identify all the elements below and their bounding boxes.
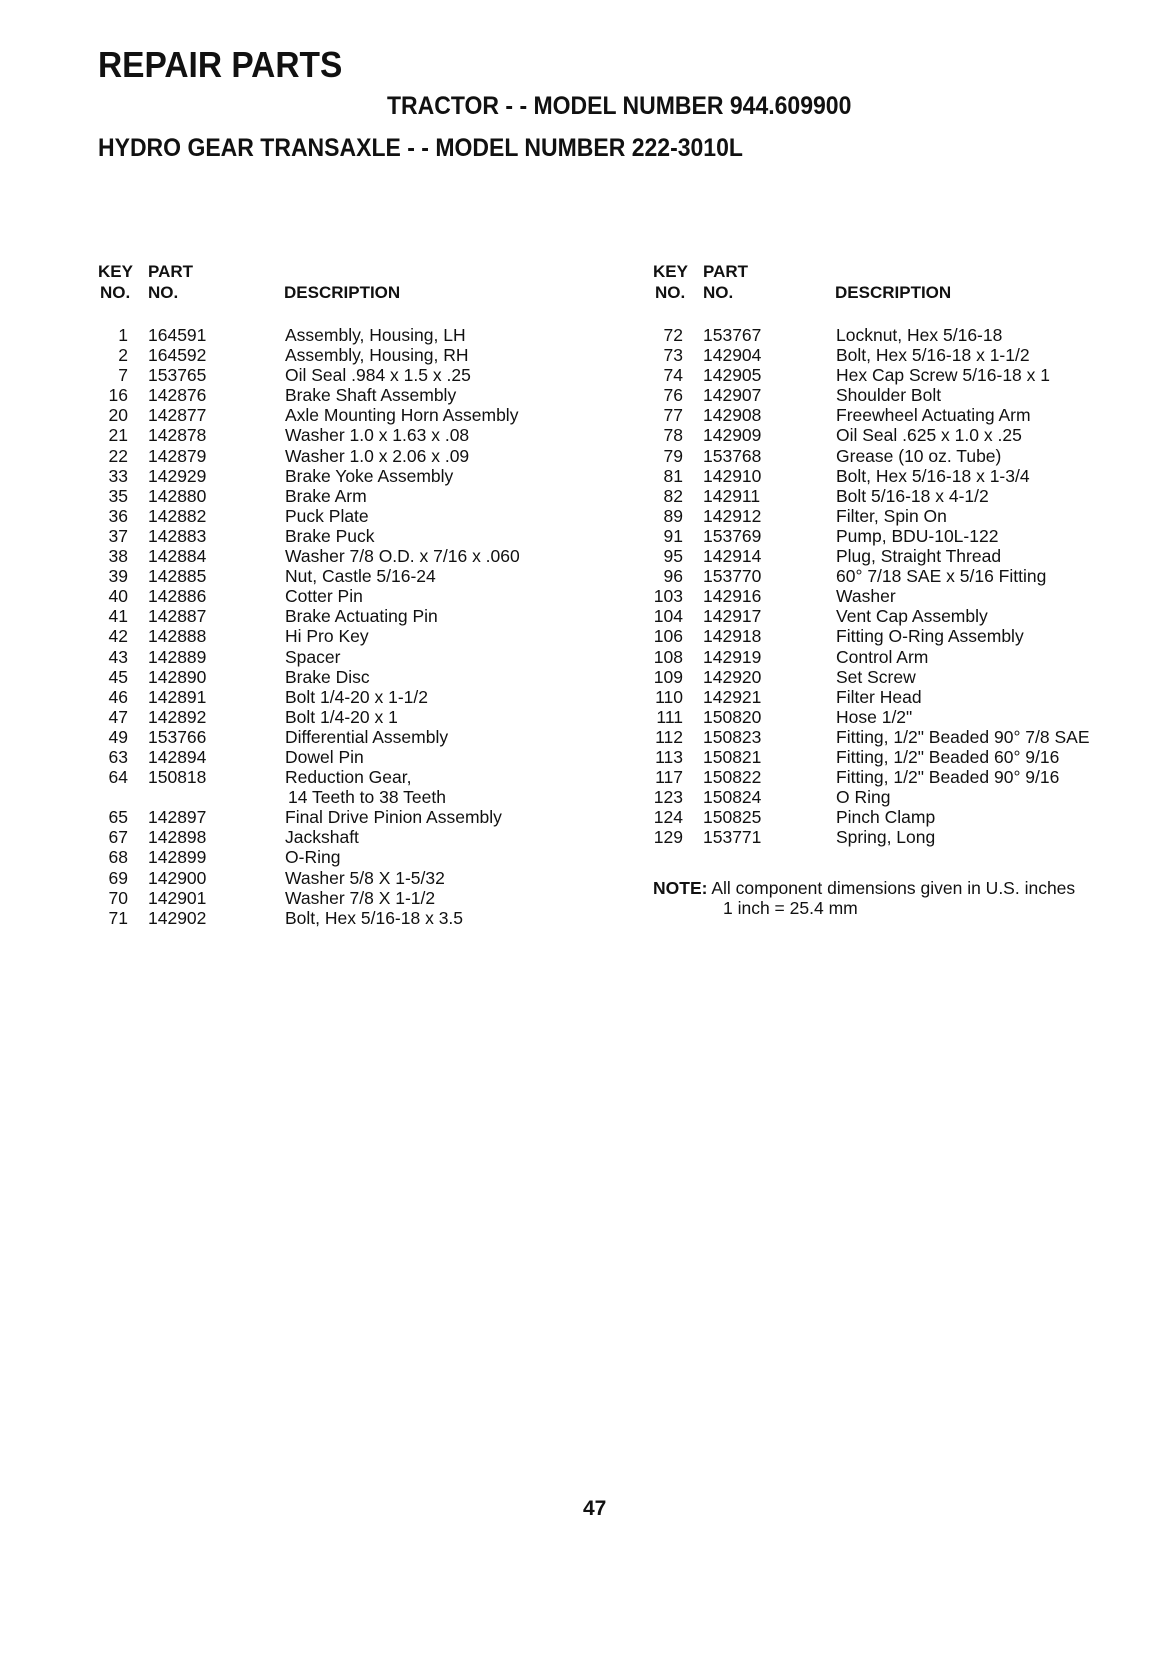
part-description: Control Arm [836, 646, 929, 667]
part-description: Spring, Long [836, 827, 936, 848]
part-number: 142901 [148, 887, 207, 908]
part-description: 14 Teeth to 38 Teeth [288, 787, 446, 808]
part-number: 142890 [148, 666, 207, 687]
page-title: REPAIR PARTS [98, 44, 343, 85]
table-row [653, 385, 1173, 405]
key-number: 113 [655, 746, 683, 767]
part-description: Hi Pro Key [285, 626, 369, 647]
part-number: 142876 [148, 385, 207, 406]
part-number: 142900 [148, 867, 207, 888]
key-number: 33 [108, 465, 128, 486]
part-description: Brake Disc [285, 666, 370, 687]
part-description: Vent Cap Assembly [836, 606, 988, 627]
part-number: 142883 [148, 525, 207, 546]
part-description: Bolt 1/4-20 x 1 [285, 706, 398, 727]
table-row [653, 365, 1173, 385]
key-number: 37 [108, 525, 128, 546]
part-number: 153765 [148, 365, 207, 386]
table-row [653, 647, 1173, 667]
header-part-no: NO. [148, 283, 179, 302]
part-description: Assembly, Housing, RH [285, 345, 469, 366]
part-description: Washer 1.0 x 2.06 x .09 [285, 445, 470, 466]
part-number: 142907 [703, 385, 762, 406]
part-number: 142882 [148, 505, 207, 526]
part-description: Bolt, Hex 5/16-18 x 3.5 [285, 907, 464, 928]
key-number: 81 [663, 465, 683, 486]
key-number: 21 [108, 425, 128, 446]
part-number: 142916 [703, 586, 762, 607]
key-number: 110 [655, 686, 683, 707]
key-number: 111 [656, 706, 683, 727]
key-number: 78 [663, 425, 683, 446]
table-row [98, 345, 598, 365]
part-description: Brake Shaft Assembly [285, 385, 457, 406]
table-row [98, 687, 598, 707]
key-number: 72 [663, 325, 683, 345]
table-header [653, 262, 1173, 318]
part-description: 60° 7/18 SAE x 5/16 Fitting [836, 566, 1047, 587]
table-row [653, 667, 1173, 687]
table-row [98, 727, 598, 747]
part-description: Brake Yoke Assembly [285, 465, 454, 486]
part-number: 153767 [703, 325, 762, 345]
part-number: 142894 [148, 746, 207, 767]
key-number: 63 [108, 746, 128, 767]
part-number: 142887 [148, 606, 207, 627]
key-number: 74 [663, 365, 683, 386]
table-row [653, 425, 1173, 445]
part-description: Differential Assembly [285, 726, 449, 747]
part-description: Bolt, Hex 5/16-18 x 1-3/4 [836, 465, 1030, 486]
key-number: 64 [108, 767, 128, 788]
part-number: 142879 [148, 445, 207, 466]
part-number: 142885 [148, 566, 207, 587]
table-row [98, 566, 598, 586]
table-row [653, 486, 1173, 506]
part-number: 153770 [703, 566, 762, 587]
part-description: Cotter Pin [285, 586, 363, 607]
part-number: 142902 [148, 907, 207, 928]
header-key-no: NO. [655, 283, 686, 302]
part-description: Brake Actuating Pin [285, 606, 438, 627]
key-number: 112 [655, 726, 683, 747]
part-number: 142897 [148, 807, 207, 828]
part-description: Puck Plate [285, 505, 369, 526]
table-row [653, 626, 1173, 646]
part-number: 150823 [703, 726, 762, 747]
table-row [653, 747, 1173, 767]
note-conversion: 1 inch = 25.4 mm [723, 898, 858, 918]
part-description: Locknut, Hex 5/16-18 [836, 325, 1003, 345]
part-number: 153769 [703, 525, 762, 546]
header-part: PART [703, 262, 749, 281]
table-row [653, 526, 1173, 546]
part-description: Pinch Clamp [836, 807, 936, 828]
table-body [653, 325, 1173, 847]
key-number: 16 [108, 385, 128, 406]
part-description: Washer 5/8 X 1-5/32 [285, 867, 445, 888]
table-row [98, 405, 598, 425]
table-row [98, 908, 598, 928]
part-number: 142920 [703, 666, 762, 687]
part-number: 142884 [148, 546, 207, 567]
table-row [653, 466, 1173, 486]
table-row [653, 727, 1173, 747]
part-description: Assembly, Housing, LH [285, 325, 466, 345]
part-description: Fitting O-Ring Assembly [836, 626, 1024, 647]
table-row [98, 667, 598, 687]
part-description: Freewheel Actuating Arm [836, 405, 1031, 426]
key-number: 70 [108, 887, 128, 908]
key-number: 89 [663, 505, 683, 526]
part-number: 142878 [148, 425, 207, 446]
key-number: 41 [108, 606, 128, 627]
key-number: 36 [108, 505, 128, 526]
table-row [98, 707, 598, 727]
key-number: 71 [108, 907, 128, 928]
key-number: 20 [108, 405, 128, 426]
table-row [98, 807, 598, 827]
part-description: Final Drive Pinion Assembly [285, 807, 502, 828]
table-row [653, 827, 1173, 847]
table-row [98, 847, 598, 867]
table-row [98, 546, 598, 566]
part-number: 142886 [148, 586, 207, 607]
part-number: 142898 [148, 827, 207, 848]
key-number: 69 [108, 867, 128, 888]
table-row [653, 345, 1173, 365]
part-description: Fitting, 1/2" Beaded 90° 7/8 SAE [836, 726, 1090, 747]
part-number: 142880 [148, 485, 207, 506]
part-description: Washer 1.0 x 1.63 x .08 [285, 425, 470, 446]
header-key: KEY [98, 262, 133, 281]
key-number: 47 [108, 706, 128, 727]
part-number: 150825 [703, 807, 762, 828]
part-description: Pump, BDU-10L-122 [836, 525, 999, 546]
key-number: 45 [108, 666, 128, 687]
table-row [653, 787, 1173, 807]
header-key: KEY [653, 262, 688, 281]
part-description: Oil Seal .984 x 1.5 x .25 [285, 365, 471, 386]
page-number: 47 [583, 1497, 607, 1520]
table-row [653, 325, 1173, 345]
part-description: Plug, Straight Thread [836, 546, 1002, 567]
part-number: 150824 [703, 787, 762, 808]
table-row [98, 526, 598, 546]
table-row [98, 647, 598, 667]
part-number: 153768 [703, 445, 762, 466]
table-row [653, 506, 1173, 526]
part-number: 142917 [703, 606, 762, 627]
part-number: 142921 [703, 686, 762, 707]
part-description: Filter, Spin On [836, 505, 947, 526]
part-description: Shoulder Bolt [836, 385, 942, 406]
part-number: 142888 [148, 626, 207, 647]
key-number: 103 [653, 586, 683, 607]
part-number: 153771 [703, 827, 762, 848]
part-description: Brake Puck [285, 525, 375, 546]
part-number: 153766 [148, 726, 207, 747]
part-number: 142899 [148, 847, 207, 868]
table-row [98, 767, 598, 787]
part-description: Fitting, 1/2" Beaded 90° 9/16 [836, 767, 1060, 788]
note-text: All component dimensions given in U.S. inches [711, 878, 1076, 898]
header-description: DESCRIPTION [835, 283, 952, 302]
part-description: Bolt, Hex 5/16-18 x 1-1/2 [836, 345, 1030, 366]
table-row [98, 486, 598, 506]
key-number: 22 [108, 445, 128, 466]
key-number: 35 [108, 485, 128, 506]
part-number: 142904 [703, 345, 762, 366]
table-row [98, 626, 598, 646]
part-number: 164592 [148, 345, 207, 366]
part-number: 142919 [703, 646, 762, 667]
table-row [98, 787, 598, 807]
part-number: 142918 [703, 626, 762, 647]
table-row [653, 807, 1173, 827]
key-number: 96 [663, 566, 683, 587]
part-description: Spacer [285, 646, 341, 667]
table-row [653, 707, 1173, 727]
part-description: Bolt 1/4-20 x 1-1/2 [285, 686, 428, 707]
table-row [98, 365, 598, 385]
table-row [653, 687, 1173, 707]
part-number: 150820 [703, 706, 762, 727]
header-part-no: NO. [703, 283, 734, 302]
transaxle-model-heading: HYDRO GEAR TRANSAXLE - - MODEL NUMBER 222-3010L [98, 134, 743, 162]
key-number: 46 [108, 686, 128, 707]
tractor-model-heading: TRACTOR - - MODEL NUMBER 944.609900 [387, 92, 852, 120]
parts-table-left [98, 262, 598, 928]
part-description: Fitting, 1/2" Beaded 60° 9/16 [836, 746, 1060, 767]
table-row [653, 446, 1173, 466]
table-row [98, 586, 598, 606]
table-row [98, 827, 598, 847]
part-number: 142911 [703, 485, 761, 506]
part-number: 164591 [148, 325, 207, 345]
key-number: 123 [653, 787, 683, 808]
header-part: PART [148, 262, 194, 281]
part-description: O Ring [836, 787, 891, 808]
key-number: 39 [108, 566, 128, 587]
part-number: 142892 [148, 706, 207, 727]
key-number: 117 [655, 767, 683, 788]
part-description: Hex Cap Screw 5/16-18 x 1 [836, 365, 1050, 386]
key-number: 65 [108, 807, 128, 828]
key-number: 7 [118, 365, 128, 386]
key-number: 129 [653, 827, 683, 848]
table-row [98, 888, 598, 908]
key-number: 43 [108, 646, 128, 667]
table-row [98, 385, 598, 405]
note-label: NOTE: [653, 878, 708, 898]
part-description: Dowel Pin [285, 746, 364, 767]
key-number: 2 [118, 345, 128, 366]
part-description: O-Ring [285, 847, 341, 868]
part-number: 142889 [148, 646, 207, 667]
part-description: Reduction Gear, [285, 767, 412, 788]
key-number: 77 [663, 405, 683, 426]
table-row [98, 446, 598, 466]
part-number: 142914 [703, 546, 762, 567]
key-number: 67 [108, 827, 128, 848]
part-number: 142908 [703, 405, 762, 426]
part-description: Nut, Castle 5/16-24 [285, 566, 436, 587]
part-number: 142877 [148, 405, 207, 426]
header-description: DESCRIPTION [284, 283, 401, 302]
part-number: 142891 [148, 686, 207, 707]
table-row [98, 466, 598, 486]
part-number: 150822 [703, 767, 762, 788]
table-row [98, 506, 598, 526]
part-number: 150818 [148, 767, 207, 788]
part-description: Washer 7/8 X 1-1/2 [285, 887, 436, 908]
table-row [653, 606, 1173, 626]
table-row [98, 325, 598, 345]
key-number: 1 [118, 325, 128, 345]
key-number: 68 [108, 847, 128, 868]
table-row [98, 606, 598, 626]
key-number: 91 [663, 525, 683, 546]
part-description: Set Screw [836, 666, 916, 687]
table-row [653, 566, 1173, 586]
part-description: Axle Mounting Horn Assembly [285, 405, 519, 426]
header-key-no: NO. [100, 283, 131, 302]
key-number: 38 [108, 546, 128, 567]
key-number: 106 [653, 626, 683, 647]
part-description: Oil Seal .625 x 1.0 x .25 [836, 425, 1022, 446]
part-description: Washer [836, 586, 896, 607]
part-description: Washer 7/8 O.D. x 7/16 x .060 [285, 546, 520, 567]
part-description: Grease (10 oz. Tube) [836, 445, 1002, 466]
part-number: 142929 [148, 465, 207, 486]
table-body [98, 325, 598, 928]
table-row [653, 546, 1173, 566]
table-row [653, 586, 1173, 606]
dimension-note [653, 878, 1075, 918]
key-number: 104 [653, 606, 683, 627]
key-number: 82 [663, 485, 683, 506]
key-number: 108 [653, 646, 683, 667]
key-number: 109 [653, 666, 683, 687]
table-header [98, 262, 598, 318]
part-description: Brake Arm [285, 485, 367, 506]
part-description: Filter Head [836, 686, 922, 707]
table-row [98, 747, 598, 767]
table-row [98, 425, 598, 445]
key-number: 76 [663, 385, 683, 406]
key-number: 42 [108, 626, 128, 647]
part-number: 142909 [703, 425, 762, 446]
parts-table-right [653, 262, 1173, 847]
part-number: 150821 [703, 746, 762, 767]
key-number: 40 [108, 586, 128, 607]
key-number: 73 [663, 345, 683, 366]
part-description: Bolt 5/16-18 x 4-1/2 [836, 485, 989, 506]
part-number: 142905 [703, 365, 762, 386]
part-description: Jackshaft [285, 827, 359, 848]
key-number: 124 [653, 807, 683, 828]
part-description: Hose 1/2" [836, 706, 913, 727]
key-number: 49 [108, 726, 128, 747]
table-row [653, 767, 1173, 787]
table-row [98, 868, 598, 888]
table-row [653, 405, 1173, 425]
part-number: 142912 [703, 505, 762, 526]
part-number: 142910 [703, 465, 762, 486]
key-number: 95 [663, 546, 683, 567]
key-number: 79 [663, 445, 683, 466]
